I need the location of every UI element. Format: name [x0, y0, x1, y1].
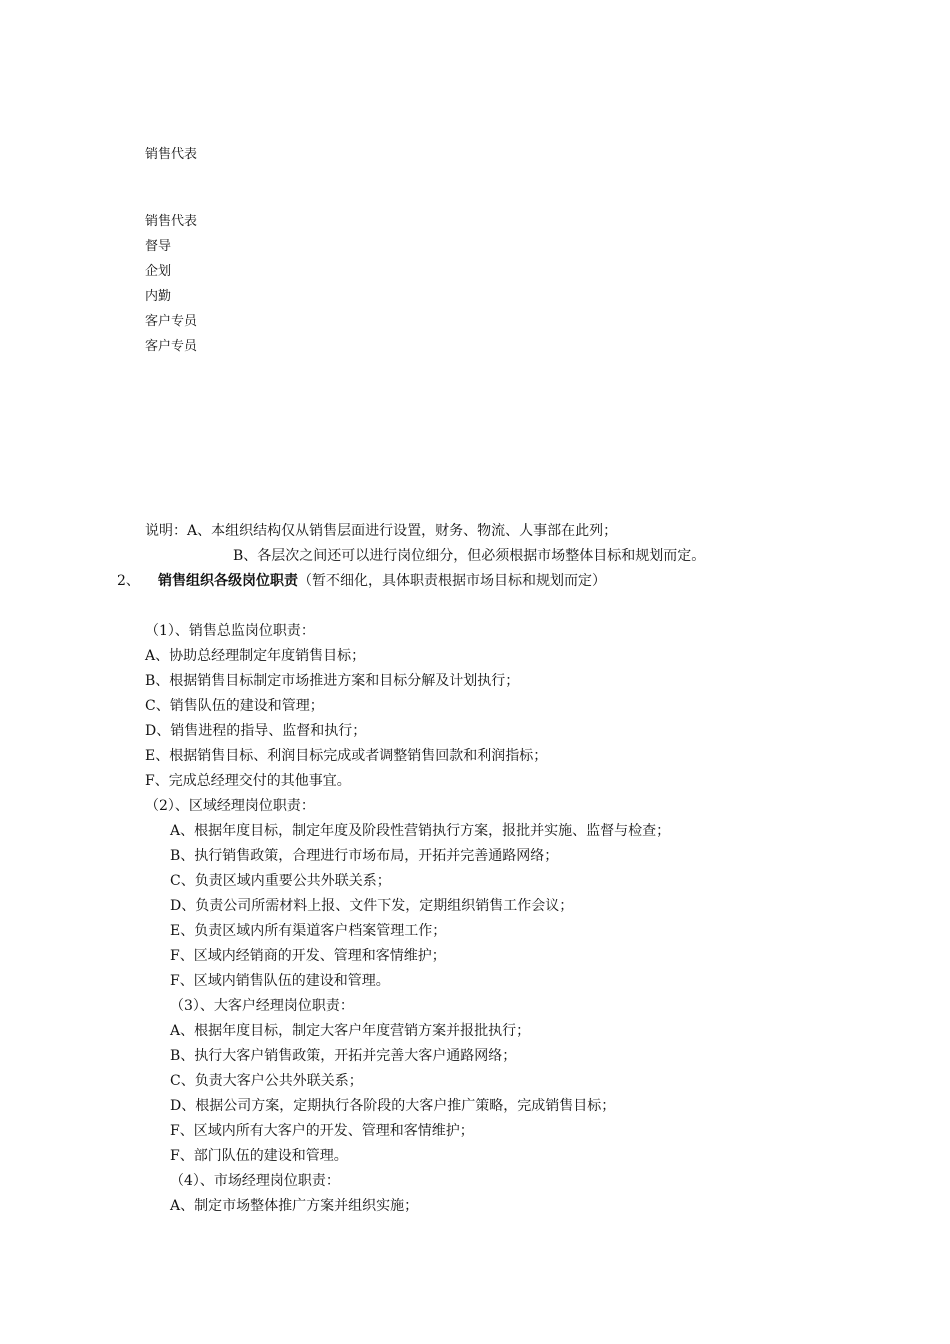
role2-item-g: F、区域内销售队伍的建设和管理。	[170, 973, 390, 989]
org-label-3: 企划	[145, 264, 172, 279]
role1-item-f: F、完成总经理交付的其他事宜。	[145, 773, 351, 789]
org-label-2: 督导	[145, 239, 172, 254]
role2-item-d: D、负责公司所需材料上报、文件下发，定期组织销售工作会议；	[170, 898, 574, 914]
section-number: 2、	[117, 573, 140, 589]
role3-item-d: D、根据公司方案，定期执行各阶段的大客户推广策略，完成销售目标；	[170, 1098, 616, 1114]
section-title: 销售组织各级岗位职责	[158, 573, 298, 589]
role2-item-a: A、根据年度目标，制定年度及阶段性营销执行方案，报批并实施、监督与检查；	[170, 823, 671, 839]
role3-item-e: F、区域内所有大客户的开发、管理和客情维护；	[170, 1123, 474, 1139]
role2-item-c: C、负责区域内重要公共外联关系；	[170, 873, 391, 889]
org-label-1: 销售代表	[145, 214, 198, 229]
role3-item-c: C、负责大客户公共外联关系；	[170, 1073, 363, 1089]
role3-item-a: A、根据年度目标，制定大客户年度营销方案并报批执行；	[170, 1023, 531, 1039]
note-line-a: 说明：A、本组织结构仅从销售层面进行设置，财务、物流、人事部在此列；	[145, 523, 618, 539]
org-label-6: 客户专员	[145, 339, 198, 354]
role2-item-b: B、执行销售政策，合理进行市场布局，开拓并完善通路网络；	[170, 848, 559, 864]
role1-item-d: D、销售进程的指导、监督和执行；	[145, 723, 367, 739]
section-subtitle: （暂不细化，具体职责根据市场目标和规划而定）	[298, 573, 606, 589]
role-heading-1: （1）、销售总监岗位职责：	[145, 623, 315, 639]
org-label-top: 销售代表	[145, 147, 198, 162]
role-heading-2: （2）、区域经理岗位职责：	[145, 798, 315, 814]
role2-item-f: F、区域内经销商的开发、管理和客情维护；	[170, 948, 446, 964]
role3-item-f: F、部门队伍的建设和管理。	[170, 1148, 348, 1164]
org-label-4: 内勤	[145, 289, 172, 304]
role1-item-b: B、根据销售目标制定市场推进方案和目标分解及计划执行；	[145, 673, 520, 689]
role1-item-a: A、协助总经理制定年度销售目标；	[145, 648, 366, 664]
role-heading-3: （3）、大客户经理岗位职责：	[170, 998, 354, 1014]
note-line-b: B、各层次之间还可以进行岗位细分，但必须根据市场整体目标和规划而定。	[233, 548, 706, 564]
section-heading	[158, 572, 606, 590]
org-label-5: 客户专员	[145, 314, 198, 329]
role3-item-b: B、执行大客户销售政策，开拓并完善大客户通路网络；	[170, 1048, 517, 1064]
role1-item-e: E、根据销售目标、利润目标完成或者调整销售回款和利润指标；	[145, 748, 548, 764]
role-heading-4: （4）、市场经理岗位职责：	[170, 1173, 340, 1189]
role4-item-a: A、制定市场整体推广方案并组织实施；	[170, 1198, 419, 1214]
role2-item-e: E、负责区域内所有渠道客户档案管理工作；	[170, 923, 447, 939]
role1-item-c: C、销售队伍的建设和管理；	[145, 698, 324, 714]
